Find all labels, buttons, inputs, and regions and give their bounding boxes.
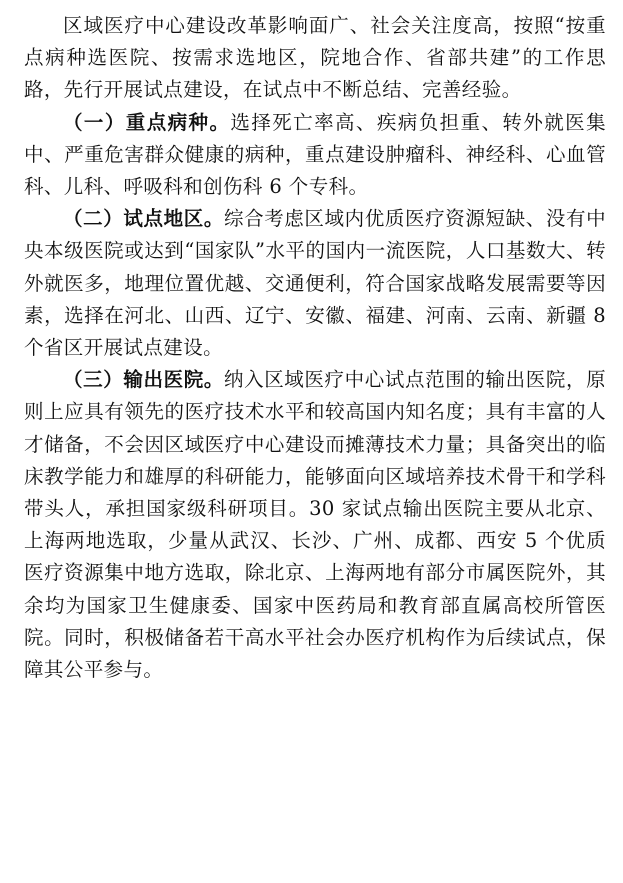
- pilot-regions-text: 综合考虑区域内优质医疗资源短缺、没有中央本级医院或达到“国家队”水平的国内一流医院，人口基数大、转外就医多，地理位置优越、交通便利，符合国家战略发展需要等因素，选择在河北、山西、辽宁、安徽、福建、河南、云南、新疆 8 个省区开展试点建设。: [24, 207, 606, 360]
- key-diseases-text: 选择死亡率高、疾病负担重、转外就医集中、严重危害群众健康的病种，重点建设肿瘤科、神经科、心血管科、儿科、呼吸科和创伤科 6 个专科。: [24, 110, 606, 199]
- pilot-regions-paragraph: [24, 203, 606, 364]
- intro-paragraph: [24, 10, 606, 107]
- key-diseases-paragraph: [24, 107, 606, 204]
- output-hospitals-heading: （三）输出医院。: [63, 368, 224, 392]
- output-hospitals-paragraph: [24, 364, 606, 686]
- output-hospitals-text: 纳入区域医疗中心试点范围的输出医院，原则上应具有领先的医疗技术水平和较高国内知名度；具有丰富的人才储备，不会因区域医疗中心建设而摊薄技术力量；具备突出的临床教学能力和雄厚的科研能力，能够面向区域培养技术骨干和学科带头人，承担国家级科研项目。30 家试点输出医院主要从北京、上海两地选取，少量从武汉、长沙、广州、成都、西安 5 个优质医疗资源集中地方选取，除北京、上海两地有部分市属医院外，其余均为国家卫生健康委、国家中医药局和教育部直属高校所管医院。同时，积极储备若干高水平社会办医疗机构作为后续试点，保障其公平参与。: [24, 368, 606, 682]
- key-diseases-heading: （一）重点病种。: [63, 110, 231, 134]
- intro-text: 区域医疗中心建设改革影响面广、社会关注度高，按照“按重点病种选医院、按需求选地区，院地合作、省部共建”的工作思路，先行开展试点建设，在试点中不断总结、完善经验。: [24, 14, 606, 102]
- pilot-regions-heading: （二）试点地区。: [63, 207, 224, 231]
